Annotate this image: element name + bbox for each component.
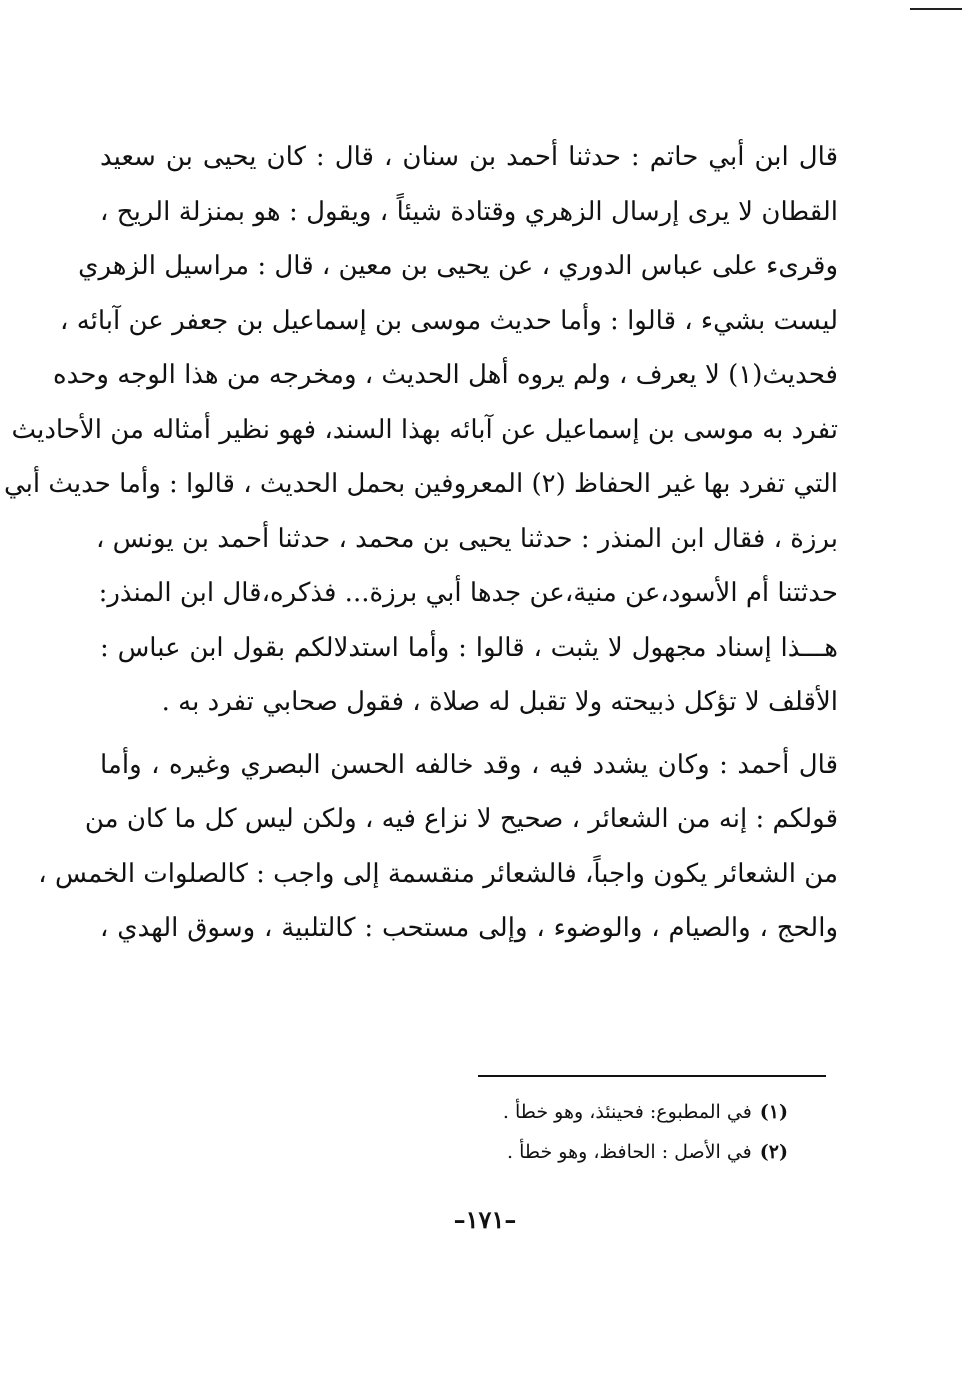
text-line: القطان لا يرى إرسال الزهري وقتادة شيئاً ، ويقول : هو بمنزلة الريح ، — [100, 196, 838, 227]
text-line: والحج ، والصيام ، والوضوء ، وإلى مستحب : كالتلبية ، وسوق الهدي ، — [100, 913, 838, 943]
text-line: قال أحمد : وكان يشدد فيه ، وقد خالفه الحسن البصري وغيره ، وأما — [100, 749, 838, 780]
main-text — [3, 130, 838, 956]
text-line: برزة ، فقال ابن المنذر : حدثنا يحيى بن محمد ، حدثنا أحمد بن يونس ، — [96, 523, 838, 554]
text-line: حدثتنا أم الأسود،عن منية،عن جدها أبي برزة... فذكره،قال ابن المنذر: — [98, 578, 838, 608]
footnote-text: في الأصل : الحافظ، وهو خطأ . — [507, 1141, 752, 1163]
footnote-number: (١) — [759, 1101, 788, 1123]
text-line: قال ابن أبي حاتم : حدثنا أحمد بن سنان ، قال : كان يحيى بن سعيد — [100, 142, 838, 172]
text-line: وقرىء على عباس الدوري ، عن يحيى بن معين ، قال : مراسيل الزهري — [78, 251, 838, 281]
text-line: تفرد به موسى بن إسماعيل عن آبائه بهذا السند، فهو نظير أمثاله من الأحاديث — [11, 414, 838, 445]
footnote — [300, 1132, 788, 1172]
text-line: من الشعائر يكون واجباً، فالشعائر منقسمة إلى واجب : كالصلوات الخمس ، — [38, 858, 838, 889]
footnote — [300, 1092, 788, 1132]
paragraph-gap — [100, 730, 838, 738]
text-line: قولكم : إنه من الشعائر ، صحيح لا نزاع فيه ، ولكن ليس كل ما كان من — [84, 804, 838, 834]
corner-mark — [910, 8, 962, 10]
text-line: ليست بشيء ، قالوا : وأما حديث موسى بن إسماعيل بن جعفر عن آبائه ، — [60, 305, 838, 336]
footnote-text: في المطبوع: فحينئذ، وهو خطأ . — [502, 1101, 752, 1123]
text-line: هـــذا إسناد مجهول لا يثبت ، قالوا : وأما استدلالكم بقول ابن عباس : — [100, 632, 838, 663]
page-number: –١٧١– — [453, 1205, 517, 1234]
text-line: فحديث(١) لا يعرف ، ولم يروه أهل الحديث ، ومخرجه من هذا الوجه وحده — [53, 360, 838, 390]
footnote-number: (٢) — [759, 1141, 788, 1163]
text-line: التي تفرد بها غير الحفاظ (٢) المعروفين بحمل الحديث ، قالوا : وأما حديث أبي — [3, 469, 838, 499]
text-line: الأقلف لا تؤكل ذبيحته ولا تقبل له صلاة ، فقول صحابي تفرد به . — [161, 687, 838, 717]
footnote-divider — [478, 1075, 826, 1077]
footnotes — [300, 1092, 788, 1172]
